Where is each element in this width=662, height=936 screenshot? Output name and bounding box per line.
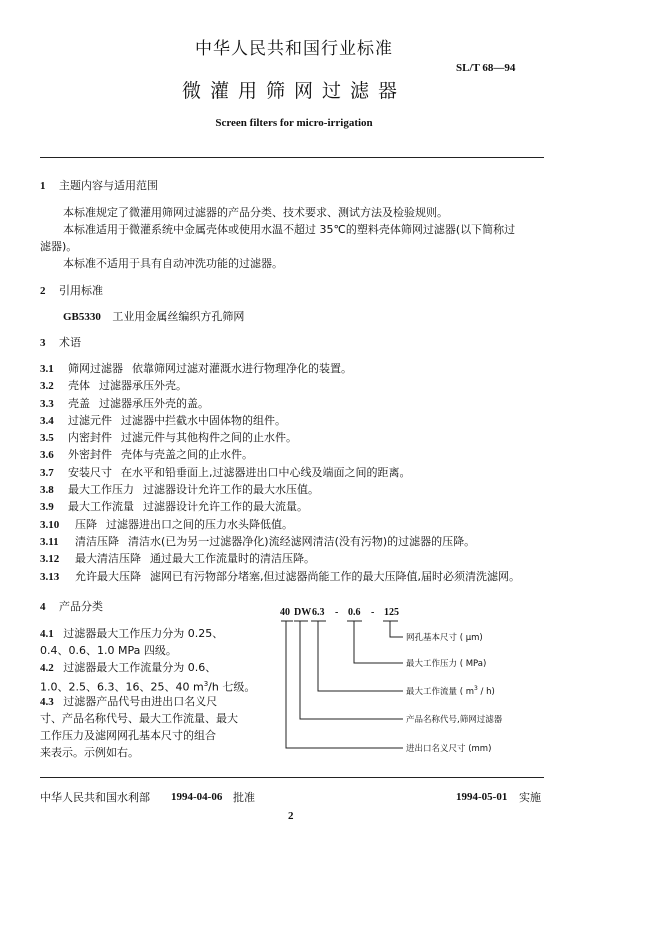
term-definition: 过滤器进出口之间的压力水头降低值。: [106, 517, 293, 531]
term-definition: 过滤器设计允许工作的最大水压值。: [143, 483, 319, 497]
section-1-paragraph-2: 本标准适用于微灌系统中金属壳体或使用水温不超过 35℃的塑料壳体筛网过滤器(以下简称过: [63, 223, 516, 236]
section-number: 2: [40, 285, 46, 297]
clause-text: /h 七级。: [208, 680, 256, 694]
section-1-paragraph-1: 本标准规定了微灌用筛网过滤器的产品分类、技术要求、测试方法及检验规则。: [63, 206, 448, 219]
section-4-heading: [40, 599, 103, 615]
term-item: [40, 378, 550, 395]
term-number: 3.12: [40, 553, 60, 566]
term-definition: 依靠筛网过滤对灌溉水进行物理净化的装置。: [132, 362, 352, 375]
org-title: 中华人民共和国行业标准: [195, 39, 393, 59]
term-definition: 过滤器设计允许工作的最大流量。: [143, 500, 308, 514]
clause-4-1: [40, 626, 223, 642]
section-1-paragraph-2-cont: 滤器)。: [40, 240, 78, 253]
clause-4-3-cont-3: 来表示。示例如右。: [40, 746, 139, 759]
code-leader-lines: [278, 604, 538, 764]
clause-number: 4.1: [40, 628, 54, 640]
code-part-size: 40: [280, 607, 290, 618]
approve-date: 1994-04-06: [171, 791, 223, 803]
term-item: [40, 430, 550, 447]
clause-4-1-cont: 0.4、0.6、1.0 MPa 四级。: [40, 644, 177, 657]
term-definition: 清洁水(已为另一过滤器净化)流经滤网清洁(没有污物)的过滤器的压降。: [128, 534, 476, 548]
label-mesh-size: 网孔基本尺寸 ( μm): [406, 633, 483, 643]
product-code-diagram: [278, 604, 538, 764]
term-name: 清洁压降: [75, 534, 119, 548]
term-name: 过滤元件: [68, 413, 112, 427]
term-number: 3.9: [40, 501, 54, 514]
clause-4-2-cont: [40, 677, 255, 695]
term-definition: 过滤器承压外壳。: [99, 379, 187, 393]
reference-code: GB5330: [63, 311, 101, 323]
term-definition: 过滤器中拦截水中固体物的组件。: [121, 413, 286, 427]
term-number: 3.7: [40, 466, 54, 479]
label-nominal-size: 进出口名义尺寸 (mm): [406, 744, 492, 754]
term-item: [40, 413, 550, 430]
term-name: 壳盖: [68, 396, 90, 410]
term-item: [40, 482, 550, 499]
approve-word: 批准: [233, 791, 255, 804]
issuer: 中华人民共和国水利部: [40, 791, 150, 804]
clause-4-3-cont-1: 寸、产品名称代号、最大工作流量、最大: [40, 712, 238, 725]
superscript: 3: [474, 685, 478, 693]
label-product-name: 产品名称代号,筛网过滤器: [406, 715, 503, 725]
clause-text: 1.0、2.5、6.3、16、25、40 m: [40, 680, 204, 694]
clause-number: 4.2: [40, 662, 54, 674]
code-part-mesh: 125: [384, 607, 399, 618]
term-definition: 滤网已有污物部分堵塞,但过滤器尚能工作的最大压降值,届时必须清洗滤网。: [150, 569, 520, 583]
superscript: 3: [203, 680, 209, 688]
section-2-heading: [40, 283, 103, 299]
term-number: 3.4: [40, 414, 54, 427]
code-part-flow: 6.3: [312, 607, 325, 618]
section-3-heading: [40, 335, 81, 351]
clause-text: 过滤器最大工作流量分为 0.6、: [63, 661, 217, 674]
term-number: 3.10: [40, 518, 60, 531]
term-name: 压降: [75, 517, 97, 531]
label-text: 最大工作流量 ( m: [406, 687, 475, 697]
label-max-pressure: 最大工作压力 ( MPa): [406, 659, 487, 669]
implement-word: 实施: [519, 791, 541, 804]
term-definition: 过滤器承压外壳的盖。: [99, 396, 209, 410]
term-definition: 通过最大工作流量时的清洁压降。: [150, 552, 315, 566]
term-number: 3.1: [40, 363, 54, 375]
term-item: [40, 534, 550, 551]
term-name: 安装尺寸: [68, 465, 112, 479]
implement-date: 1994-05-01: [456, 791, 508, 803]
term-number: 3.13: [40, 570, 60, 583]
clause-text: 过滤器产品代号由进出口名义尺: [63, 695, 218, 708]
section-number: 1: [40, 180, 46, 192]
section-title: 术语: [59, 336, 81, 349]
reference-title: 工业用金属丝编织方孔筛网: [112, 310, 245, 323]
section-number: 3: [40, 337, 46, 349]
code-part-name: DW: [294, 607, 312, 618]
terms-list: [40, 361, 550, 586]
term-item: [40, 551, 550, 568]
section-1-heading: [40, 178, 158, 194]
term-number: 3.8: [40, 484, 54, 497]
code-part-pressure: 0.6: [348, 607, 361, 618]
term-item: [40, 361, 550, 378]
term-item: [40, 465, 550, 482]
clause-number: 4.3: [40, 696, 54, 708]
term-item: [40, 569, 550, 586]
section-number: 4: [40, 601, 46, 613]
term-name: 最大清洁压降: [75, 552, 141, 566]
term-number: 3.2: [40, 380, 54, 393]
section-1-paragraph-3: 本标准不适用于具有自动冲洗功能的过滤器。: [63, 257, 283, 270]
clause-text: 过滤器最大工作压力分为 0.25、: [63, 627, 224, 640]
term-name: 壳体: [68, 379, 90, 393]
term-name: 内密封件: [68, 431, 112, 445]
term-number: 3.5: [40, 432, 54, 445]
reference-standard: [63, 309, 244, 325]
term-definition: 壳体与壳盖之间的止水件。: [121, 448, 253, 462]
section-title: 产品分类: [59, 600, 103, 613]
term-definition: 在水平和铅垂面上,过滤器进出口中心线及端面之间的距离。: [121, 465, 411, 479]
term-number: 3.11: [40, 535, 59, 548]
term-item: [40, 499, 550, 516]
term-item: [40, 396, 550, 413]
term-name: 外密封件: [68, 448, 112, 462]
term-name: 最大工作压力: [68, 483, 134, 497]
clause-4-3-cont-2: 工作压力及滤网网孔基本尺寸的组合: [40, 729, 216, 742]
code-separator: -: [335, 607, 339, 618]
term-item: [40, 517, 550, 534]
section-title: 主题内容与适用范围: [59, 179, 158, 192]
standard-code: SL/T 68—94: [456, 62, 516, 74]
document-title: 微灌用筛网过滤器: [181, 80, 406, 102]
term-item: [40, 447, 550, 464]
clause-4-3: [40, 694, 217, 710]
section-title: 引用标准: [59, 284, 103, 297]
footer-rule: [40, 777, 544, 778]
clause-4-2: [40, 660, 216, 676]
term-number: 3.6: [40, 449, 54, 462]
header-rule: [40, 157, 544, 158]
label-text: / h): [477, 687, 495, 697]
term-definition: 过滤元件与其他构件之间的止水件。: [121, 431, 297, 445]
term-name: 最大工作流量: [68, 500, 134, 514]
document-title-english: Screen filters for micro-irrigation: [215, 117, 373, 129]
term-number: 3.3: [40, 397, 54, 410]
code-separator: -: [371, 607, 375, 618]
label-max-flow: [406, 685, 495, 697]
term-name: 允许最大压降: [75, 569, 141, 583]
page-number: 2: [288, 810, 294, 822]
term-name: 筛网过滤器: [68, 362, 123, 375]
